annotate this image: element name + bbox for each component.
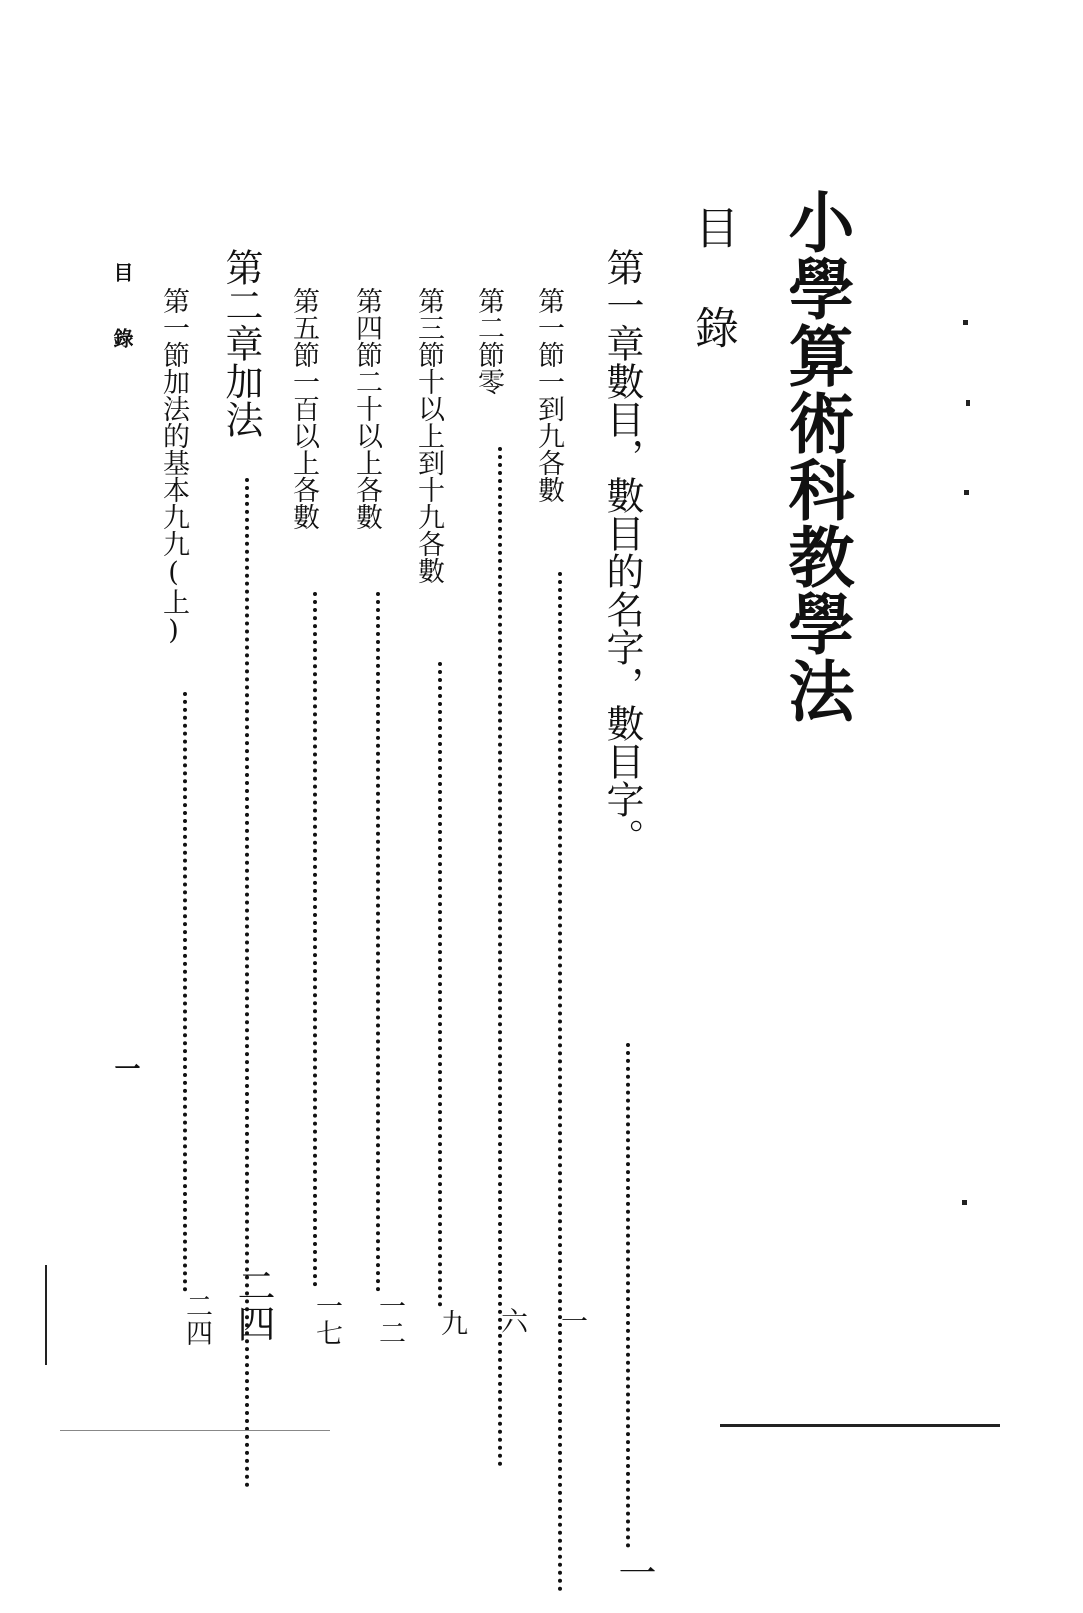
scan-bottom-line: [720, 1424, 1000, 1427]
toc-label: 第一章: [600, 248, 644, 362]
toc-label: 第三節: [413, 287, 444, 368]
toc-label: 第二章: [219, 248, 263, 362]
toc-page-number: 二四: [181, 1292, 212, 1346]
toc-entry-section-2-1[interactable]: [160, 287, 210, 1347]
dot-leader: [183, 692, 187, 1292]
running-head: 目錄: [110, 262, 134, 394]
page-number: 一: [110, 1055, 140, 1081]
toc-page-number: 六: [496, 1307, 527, 1334]
toc-entry-chapter-2[interactable]: [219, 248, 275, 1348]
toc-page-number: 一: [556, 1307, 587, 1334]
toc-label: 第二節: [473, 287, 504, 368]
toc-title: 十以上到十九各數: [413, 368, 444, 584]
toc-page-number: 一: [612, 1553, 656, 1591]
toc-entry-section-1-3[interactable]: [415, 287, 465, 1347]
dot-leader: [313, 592, 317, 1287]
scan-speck: [966, 400, 970, 406]
toc-entry-section-1-1[interactable]: [535, 287, 585, 1347]
toc-title: 數目，數目的名字，數目字。: [600, 362, 644, 856]
toc-page-number: 一七: [311, 1292, 342, 1346]
dot-leader: [558, 572, 562, 1592]
toc-label: 第一節: [533, 287, 564, 368]
toc-label: 第一節: [158, 287, 189, 368]
scan-bottom-line: [60, 1430, 330, 1431]
toc-title: 零: [473, 368, 504, 395]
toc-entry-section-1-5[interactable]: [290, 287, 340, 1347]
toc-label: 第五節: [288, 287, 319, 368]
toc-title: 加法的基本九九(上): [158, 368, 189, 646]
toc-entry-section-1-4[interactable]: [353, 287, 403, 1347]
toc-title: 一百以上各數: [288, 368, 319, 530]
dot-leader: [376, 592, 380, 1292]
toc-title: 一到九各數: [533, 368, 564, 503]
toc-title: 加法: [219, 362, 263, 438]
dot-leader: [626, 1043, 630, 1548]
scan-border-line: [45, 1265, 47, 1365]
scan-speck: [963, 320, 968, 325]
toc-label: 第四節: [351, 287, 382, 368]
toc-page-number: 九: [436, 1309, 467, 1336]
dot-leader: [438, 662, 442, 1307]
toc-title: 二十以上各數: [351, 368, 382, 530]
book-title: 小學算術科教學法: [777, 188, 855, 724]
toc-page-number: 二四: [231, 1266, 275, 1342]
scan-speck: [964, 490, 969, 495]
toc-entry-section-1-2[interactable]: [475, 287, 525, 1347]
contents-heading: 目錄: [687, 205, 738, 405]
scan-speck: [962, 1200, 967, 1205]
toc-entry-chapter-1[interactable]: [600, 248, 656, 1591]
toc-page-number: 一二: [374, 1292, 405, 1346]
